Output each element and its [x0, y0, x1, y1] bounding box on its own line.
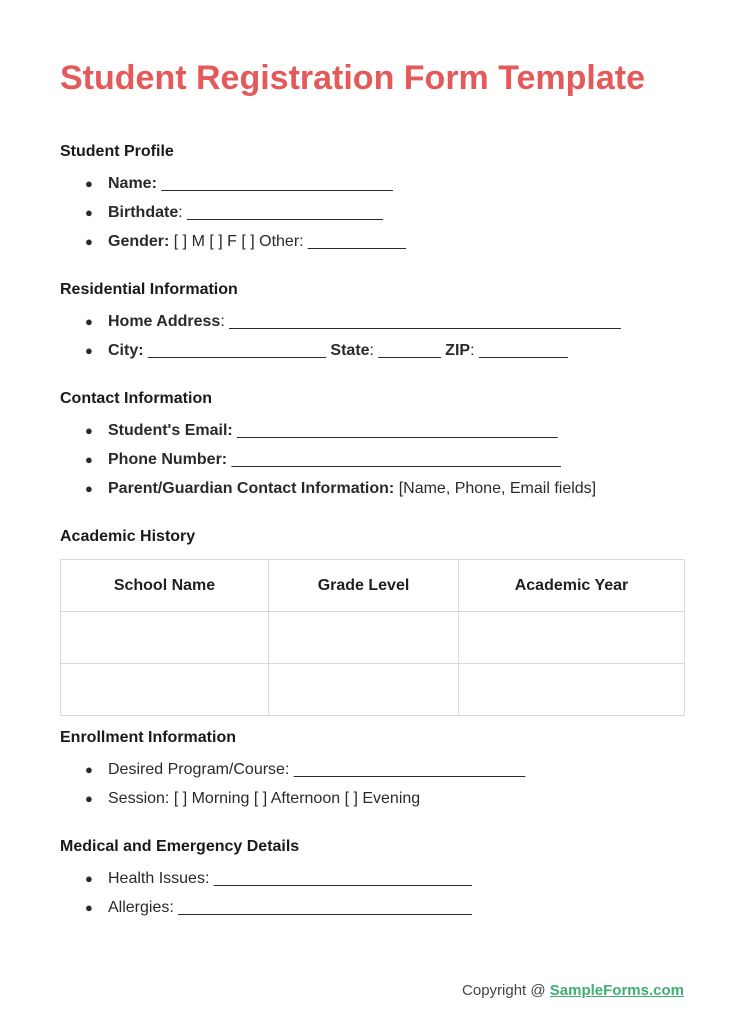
bullet-icon: ●	[85, 481, 93, 496]
table-cell-grade-level[interactable]	[269, 664, 459, 716]
table-cell-academic-year[interactable]	[459, 612, 685, 664]
gender-options[interactable]: [ ] M [ ] F [ ] Other: ___________	[169, 233, 406, 250]
table-cell-grade-level[interactable]	[269, 612, 459, 664]
name-label: Name:	[108, 175, 157, 192]
session-field[interactable]	[85, 784, 525, 813]
city-state-zip-field[interactable]	[85, 336, 621, 365]
table-cell-school-name[interactable]	[61, 664, 269, 716]
phone-number-label: Phone Number:	[108, 451, 228, 468]
table-cell-academic-year[interactable]	[459, 664, 685, 716]
bullet-icon: ●	[85, 234, 93, 249]
health-issues-text[interactable]: Health Issues: _____________________________	[108, 870, 472, 887]
desired-program-text[interactable]: Desired Program/Course: __________________________	[108, 761, 526, 778]
home-address-field[interactable]	[85, 307, 621, 336]
guardian-contact-label: Parent/Guardian Contact Information:	[108, 480, 395, 497]
bullet-icon: ●	[85, 423, 93, 438]
city-label: City:	[108, 342, 144, 359]
zip-label: ZIP	[445, 342, 471, 359]
copyright-text: Copyright @	[462, 982, 550, 999]
phone-number-field[interactable]	[85, 445, 596, 474]
section-heading-medical: Medical and Emergency Details	[60, 838, 300, 855]
allergies-field[interactable]	[85, 893, 472, 922]
name-field[interactable]	[85, 169, 406, 198]
bullet-icon: ●	[85, 314, 93, 329]
bullet-icon: ●	[85, 791, 93, 806]
bullet-icon: ●	[85, 205, 93, 220]
table-cell-school-name[interactable]	[61, 612, 269, 664]
birthdate-field[interactable]	[85, 198, 406, 227]
section-heading-contact: Contact Information	[60, 390, 212, 407]
desired-program-field[interactable]	[85, 755, 525, 784]
medical-list	[85, 864, 472, 922]
state-label: State	[330, 342, 370, 359]
residential-list	[85, 307, 621, 365]
phone-number-blank[interactable]: _____________________________________	[227, 451, 561, 468]
birthdate-blank[interactable]: : ______________________	[178, 204, 383, 221]
bullet-icon: ●	[85, 900, 93, 915]
student-email-field[interactable]	[85, 416, 596, 445]
column-header-academic-year: Academic Year	[459, 560, 685, 612]
bullet-icon: ●	[85, 871, 93, 886]
copyright-footer	[462, 982, 684, 999]
gender-field[interactable]	[85, 227, 406, 256]
student-profile-list	[85, 169, 406, 256]
bullet-icon: ●	[85, 452, 93, 467]
column-header-school-name: School Name	[61, 560, 269, 612]
section-heading-student-profile: Student Profile	[60, 143, 174, 160]
student-email-label: Student's Email:	[108, 422, 233, 439]
enrollment-list	[85, 755, 525, 813]
guardian-contact-field[interactable]	[85, 474, 596, 503]
state-blank[interactable]: : _______	[369, 342, 446, 359]
health-issues-field[interactable]	[85, 864, 472, 893]
allergies-text[interactable]: Allergies: _________________________________	[108, 899, 472, 916]
city-blank[interactable]: ____________________	[143, 342, 331, 359]
column-header-grade-level: Grade Level	[269, 560, 459, 612]
section-heading-residential: Residential Information	[60, 281, 238, 298]
home-address-blank[interactable]: : ____________________________________________	[220, 313, 621, 330]
academic-history-table	[60, 559, 685, 716]
section-heading-academic-history: Academic History	[60, 528, 196, 545]
home-address-label: Home Address	[108, 313, 221, 330]
student-email-blank[interactable]: ____________________________________	[232, 422, 558, 439]
section-heading-enrollment: Enrollment Information	[60, 729, 236, 746]
table-row	[61, 612, 685, 664]
bullet-icon: ●	[85, 176, 93, 191]
name-blank[interactable]: __________________________	[156, 175, 393, 192]
session-text[interactable]: Session: [ ] Morning [ ] Afternoon [ ] Evening	[108, 790, 421, 807]
zip-blank[interactable]: : __________	[470, 342, 568, 359]
table-header-row	[61, 560, 685, 612]
guardian-contact-value[interactable]: [Name, Phone, Email fields]	[394, 480, 597, 497]
bullet-icon: ●	[85, 343, 93, 358]
contact-list	[85, 416, 596, 503]
birthdate-label: Birthdate	[108, 204, 179, 221]
gender-label: Gender:	[108, 233, 170, 250]
page-title: Student Registration Form Template	[60, 59, 645, 97]
table-row	[61, 664, 685, 716]
bullet-icon: ●	[85, 762, 93, 777]
brand-link[interactable]: SampleForms.com	[549, 982, 684, 999]
